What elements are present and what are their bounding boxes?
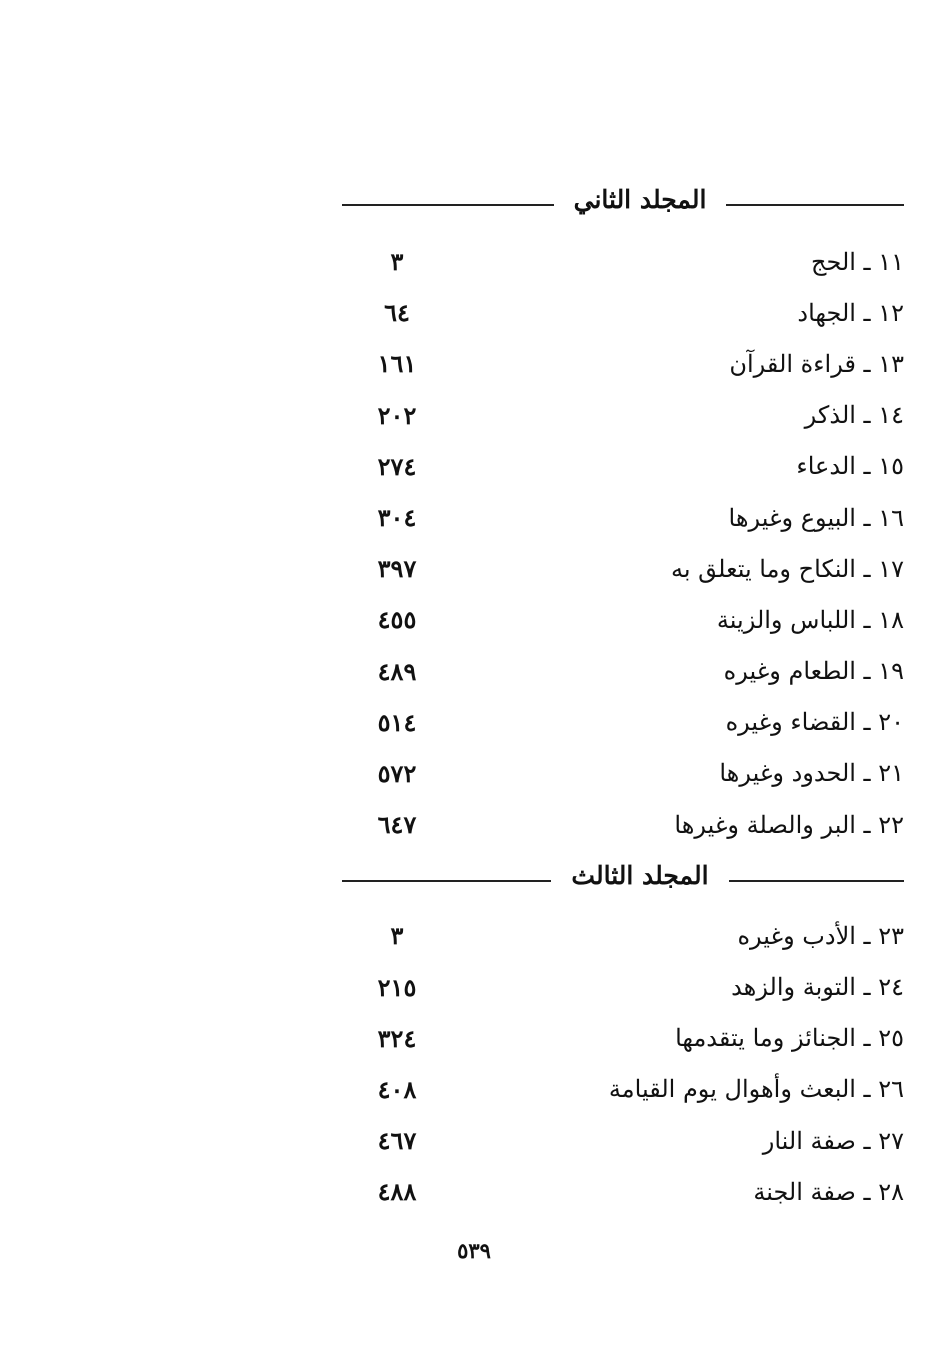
entry-label: ٢٥ ـ الجنائز وما يتقدمها [675, 1024, 904, 1053]
toc-entry [342, 390, 904, 441]
toc-entry [342, 646, 904, 697]
volume-two-header [342, 170, 904, 228]
entry-page-number: ٣ [390, 921, 404, 951]
volume-three-section [342, 846, 904, 1217]
toc-entry [342, 748, 904, 799]
entry-label: ١٩ ـ الطعام وغيره [723, 657, 904, 686]
toc-entry [342, 543, 904, 594]
toc-entry [342, 441, 904, 492]
entry-label: ٢٧ ـ صفة النار [762, 1126, 904, 1155]
volume-three-header [342, 846, 904, 904]
entry-label: ١٨ ـ اللباس والزينة [716, 605, 904, 634]
volume-two-entries [342, 236, 904, 850]
entry-label: ١٥ ـ الدعاء [796, 452, 904, 481]
entry-label: ٢١ ـ الحدود وغيرها [719, 759, 904, 788]
entry-page-number: ٤٠٨ [377, 1074, 417, 1104]
volume-three-title: المجلد الثالث [551, 861, 728, 890]
entry-label: ٢٣ ـ الأدب وغيره [737, 921, 904, 950]
entry-page-number: ٢٠٢ [377, 400, 417, 430]
entry-label: ٢٠ ـ القضاء وغيره [725, 708, 904, 737]
entry-page-number: ٣ [390, 247, 404, 277]
toc-entry [342, 236, 904, 287]
entry-page-number: ٤٥٥ [377, 605, 417, 635]
toc-entry [342, 697, 904, 748]
entry-page-number: ٦٤ [384, 298, 410, 328]
entry-page-number: ٦٤٧ [377, 810, 417, 840]
toc-entry [342, 1115, 904, 1166]
toc-entry [342, 961, 904, 1012]
toc-entry [342, 338, 904, 389]
table-of-contents [342, 170, 904, 1217]
entry-label: ٢٢ ـ البر والصلة وغيرها [674, 810, 904, 839]
page-number: ٥٣٩ [457, 1238, 491, 1263]
entry-label: ١٤ ـ الذكر [804, 401, 904, 430]
entry-label: ٢٦ ـ البعث وأهوال يوم القيامة [608, 1075, 904, 1104]
entry-label: ١٢ ـ الجهاد [797, 298, 904, 327]
entry-label: ١٣ ـ قراءة القرآن [729, 349, 904, 378]
toc-entry [342, 799, 904, 850]
volume-three-entries [342, 910, 904, 1217]
entry-label: ١٦ ـ البيوع وغيرها [728, 503, 904, 532]
toc-entry [342, 492, 904, 543]
entry-page-number: ٢٧٤ [377, 451, 417, 481]
toc-entry [342, 1064, 904, 1115]
toc-entry [342, 594, 904, 645]
entry-page-number: ٥٧٢ [377, 758, 417, 788]
volume-two-title: المجلد الثاني [554, 185, 727, 214]
entry-label: ٢٤ ـ التوبة والزهد [731, 973, 904, 1002]
entry-page-number: ٢١٥ [377, 972, 417, 1002]
entry-page-number: ٣٢٤ [377, 1023, 417, 1053]
toc-entry [342, 1013, 904, 1064]
toc-entry [342, 1166, 904, 1217]
toc-entry [342, 910, 904, 961]
entry-page-number: ٤٨٨ [377, 1177, 417, 1207]
entry-page-number: ٤٦٧ [377, 1126, 417, 1156]
volume-two-section [342, 170, 904, 850]
entry-label: ١١ ـ الحج [810, 247, 904, 276]
entry-page-number: ٣٠٤ [377, 503, 417, 533]
toc-entry [342, 287, 904, 338]
entry-page-number: ١٦١ [377, 349, 417, 379]
entry-page-number: ٥١٤ [377, 707, 417, 737]
entry-page-number: ٣٩٧ [377, 554, 417, 584]
entry-label: ٢٨ ـ صفة الجنة [753, 1177, 904, 1206]
entry-label: ١٧ ـ النكاح وما يتعلق به [670, 554, 904, 583]
entry-page-number: ٤٨٩ [377, 656, 417, 686]
